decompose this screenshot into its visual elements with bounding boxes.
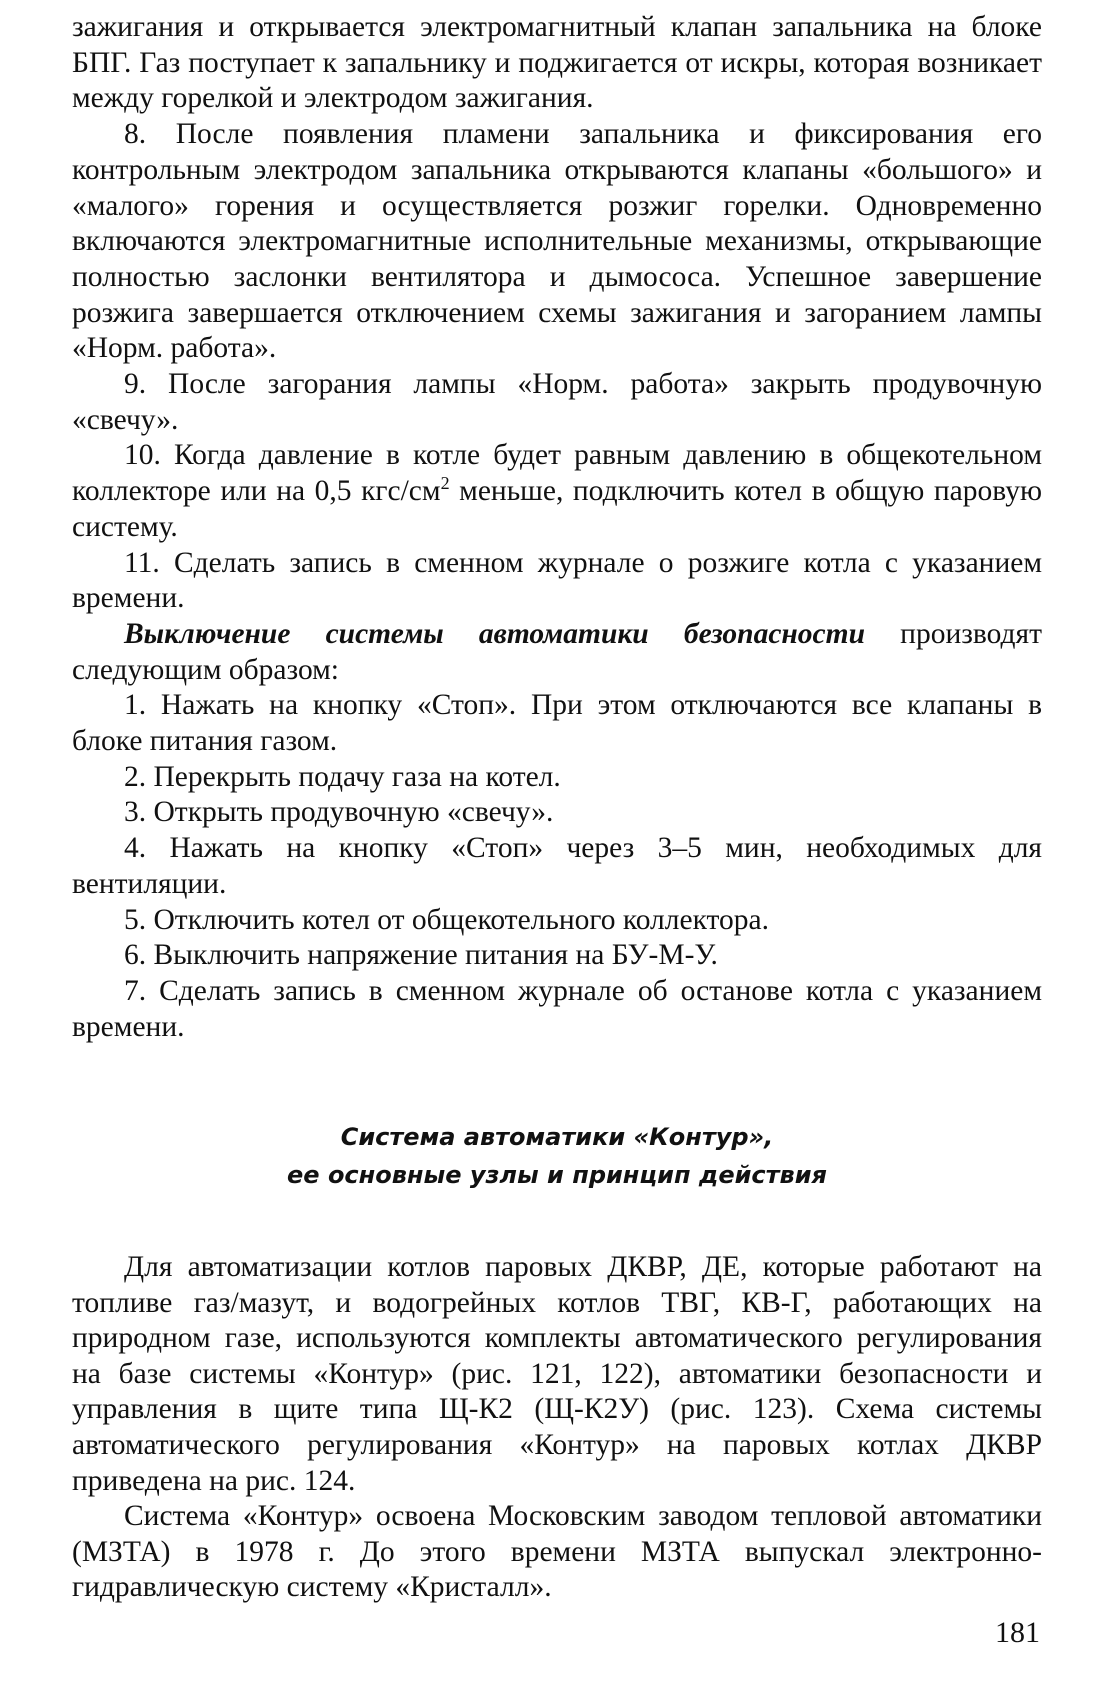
paragraph-continued: зажигания и открывается электромагнитный клапан запальника на блоке БПГ. Газ поступает к запальнику и поджигается от искры, которая возникает между горелкой и электродом зажигания. [72, 11, 1042, 115]
shutdown-intro-bold: Выключение системы автоматики безопасности [124, 617, 865, 650]
main-text-block [72, 10, 1042, 1045]
shutdown-intro [72, 617, 1042, 688]
shutdown-step: 3. Открыть продувочную «свечу». [124, 796, 554, 829]
paragraph-step-8: 8. После появления пламени запальника и фиксирования его контрольным электродом запальника открываются клапаны «большого» и «малого» горения и осуществляется розжиг горелки. Одновременно включаются электромагнитные исполнительные механизмы, открывающие полностью заслонки вентилятора и дымососа. Успешное завершение розжига завершается отключением схемы зажигания и загоранием лампы «Норм. работа». [72, 118, 1042, 365]
superscript-2: 2 [440, 473, 450, 494]
shutdown-step: 6. Выключить напряжение питания на БУ-М-У. [124, 939, 718, 972]
paragraph-step-10 [72, 438, 1042, 545]
section-text-block [72, 1250, 1042, 1606]
section-heading-line-2: ее основные узлы и принцип действия [287, 1161, 827, 1189]
shutdown-intro-rest: производят следующим образом: [72, 617, 1042, 686]
section-paragraph-1: Для автоматизации котлов паровых ДКВР, ДЕ, которые работают на топливе газ/мазут, и водогрейных котлов ТВГ, КВ-Г, работающих на природном газе, используются комплекты автоматического регулирования на базе системы «Контур» (рис. 121, 122), автоматики безопасности и управления в щите типа Щ-К2 (Щ-К2У) (рис. 123). Схема системы автоматического регулирования «Контур» на паровых котлах ДКВР приведена на рис. 124. [72, 1251, 1042, 1497]
page-number: 181 [995, 1616, 1040, 1649]
shutdown-step: 1. Нажать на кнопку «Стоп». При этом отключаются все клапаны в блоке питания газом. [72, 689, 1042, 758]
shutdown-step: 7. Сделать запись в сменном журнале об останове котла с указанием времени. [72, 974, 1042, 1043]
shutdown-step: 2. Перекрыть подачу газа на котел. [124, 760, 561, 793]
paragraph-step-11: 11. Сделать запись в сменном журнале о розжиге котла с указанием времени. [72, 546, 1042, 615]
section-heading [72, 1118, 1042, 1194]
section-heading-line-1: Система автоматики «Контур», [340, 1123, 774, 1151]
section-paragraph-2: Система «Контур» освоена Московским заводом тепловой автоматики (МЗТА) в 1978 г. До этого времени МЗТА выпускал электронно-гидравлическую систему «Кристалл». [72, 1500, 1042, 1604]
step-10-text-b: меньше, подключить котел в общую паровую систему. [72, 475, 1042, 543]
paragraph-step-9: 9. После загорания лампы «Норм. работа» закрыть продувочную «свечу». [72, 368, 1042, 436]
step-10-text-a: 10. Когда давление в котле будет равным давлению в общекотельном коллекторе или на 0,5 кгс/см [72, 439, 1042, 508]
shutdown-step: 5. Отключить котел от общекотельного коллектора. [124, 903, 770, 936]
shutdown-step: 4. Нажать на кнопку «Стоп» через 3–5 мин, необходимых для вентиляции. [72, 832, 1042, 900]
